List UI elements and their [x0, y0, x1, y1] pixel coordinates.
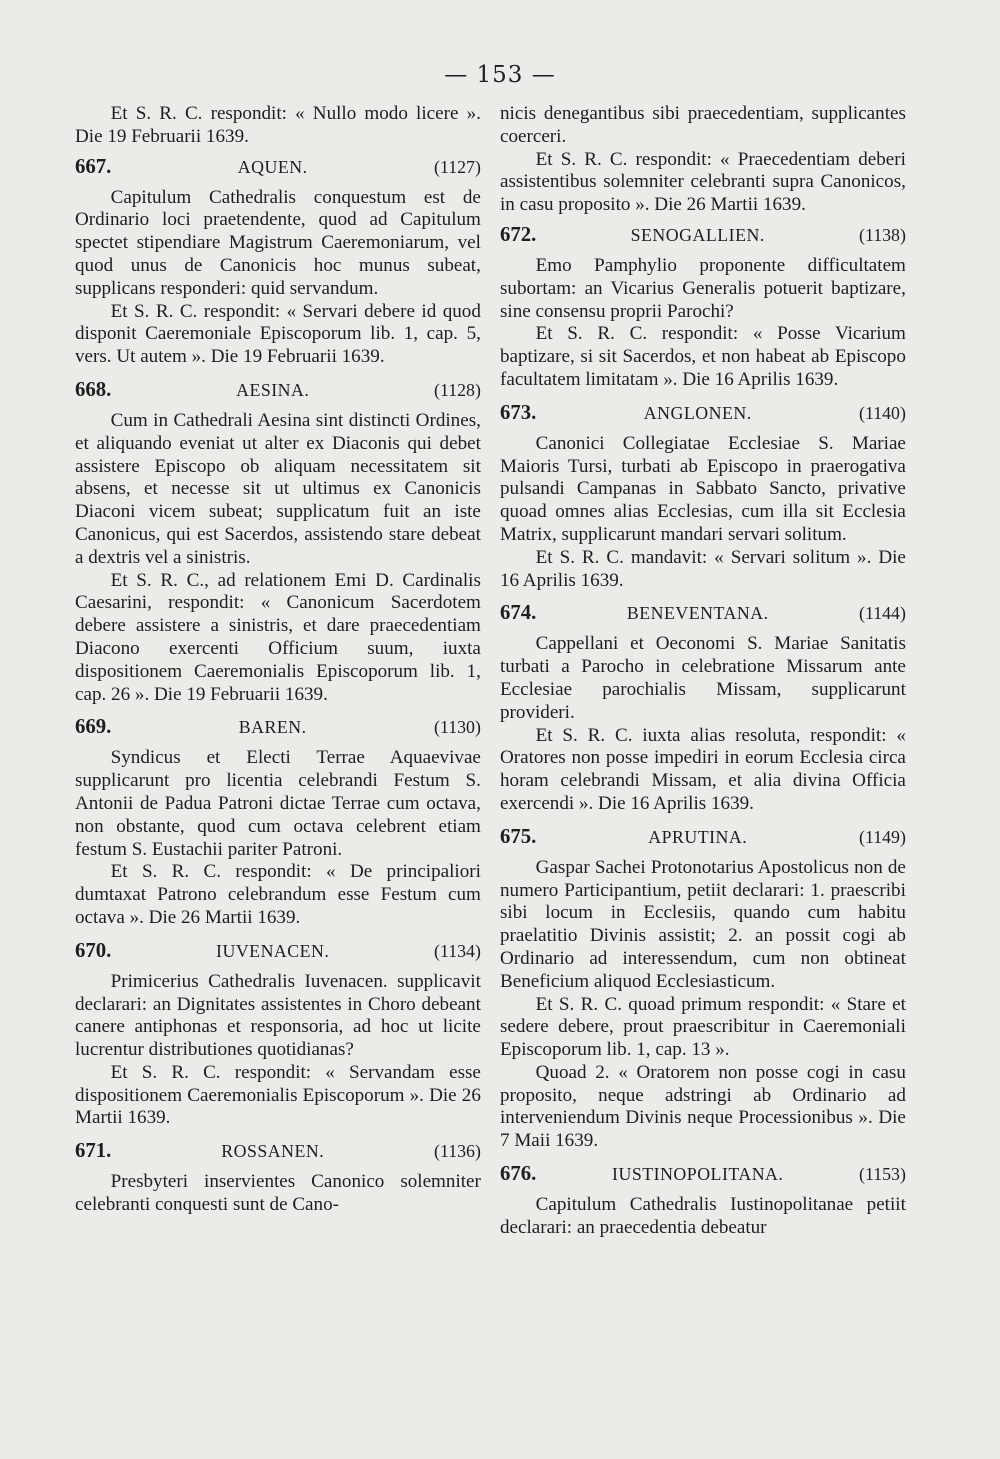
- entry-header: [500, 601, 906, 627]
- entry-place: AESINA.: [236, 379, 310, 400]
- entry-673: [500, 401, 906, 593]
- entry-ref: (1153): [859, 1164, 906, 1185]
- paragraph: Et S. R. C. quoad primum respondit: « Stare et sedere debere, prout praescribitur in Caeremoniali Episcoporum lib. 1, cap. 13 ».: [500, 993, 906, 1061]
- entry-ref: (1134): [434, 940, 481, 961]
- entry-number: 673.: [500, 399, 537, 424]
- entry-number: 674.: [500, 600, 537, 625]
- entry-ref: (1149): [859, 826, 906, 847]
- entry-number: 675.: [500, 823, 537, 848]
- entry-header: [500, 401, 906, 427]
- entry-number: 667.: [75, 153, 112, 178]
- paragraph: Gaspar Sachei Protonotarius Apostolicus non de numero Participantium, petiit declarari: 1. praescribi sibi locum in Ecclesiis, quando cum habitu praelatitio Divinis assistit; 2. an possit cogi ab Ordinario ad interessendum, cum non obtineat Beneficium aliquod Ecclesiasticum.: [500, 856, 906, 992]
- paragraph: Capitulum Cathedralis conquestum est de Ordinario loci praetendente, quod ad Capitulum spectet stipendiare Magistrum Caeremoniarum, vel quod unus de Canonicis hoc munus subeat, supplicans responderi: quid servandum.: [75, 186, 481, 299]
- entry-place: APRUTINA.: [648, 826, 748, 847]
- entry-671: [75, 1139, 481, 1217]
- continuation-text: nicis denegantibus sibi praecedentiam, supplicantes coerceri.: [500, 103, 906, 147]
- entry-676: [500, 1162, 906, 1240]
- paragraph: Cum in Cathedrali Aesina sint distincti Ordines, et aliquando eveniat ut alter ex Diaconis qui debet assistere Episcopo ob aliquam necessitatem sit absens, et necesse sit ut ultimus ex Canonicis Diaconi vicem subeat; supplicatum fuit an iste Canonicus, qui est Sacerdos, assistendo stare debeat a dextris vel a sinistris.: [75, 409, 481, 568]
- entry-670: [75, 939, 481, 1131]
- entry-header: [75, 155, 481, 181]
- entry-header: [500, 223, 906, 249]
- paragraph: Quoad 2. « Oratorem non posse cogi in casu proposito, neque adstringi ab Ordinario ad interveniendum Divinis neque Processionibus ». Die 7 Maii 1639.: [500, 1061, 906, 1152]
- entry-place: SENOGALLIEN.: [630, 224, 765, 245]
- right-column: [500, 103, 906, 1249]
- paragraph: Emo Pamphylio proponente difficultatem subortam: an Vicarius Generalis potuerit baptizare, sine consensu proprii Parochi?: [500, 254, 906, 322]
- paragraph: Et S. R. C. iuxta alias resoluta, respondit: « Oratores non posse impediri in eorum Ecclesia circa horam celebrandi Missam, et alia divina Officia exercendi ». Die 16 Aprilis 1639.: [500, 724, 906, 814]
- entry-ref: (1138): [859, 224, 906, 245]
- entry-header: [500, 825, 906, 851]
- entry-header: [75, 1139, 481, 1165]
- paragraph: Et S. R. C. respondit: « Servandam esse dispositionem Caeremonialis Episcoporum ». Die 26 Martii 1639.: [75, 1061, 481, 1129]
- entry-place: ANGLONEN.: [643, 402, 752, 423]
- entry-674: [500, 601, 906, 815]
- continuation-text: Et S. R. C. respondit: « Nullo modo licere ». Die 19 Februarii 1639.: [75, 103, 481, 147]
- paragraph: Et S. R. C. respondit: « De principaliori dumtaxat Patrono celebrandum esse Festum cum octava ». Die 26 Martii 1639.: [75, 861, 481, 928]
- entry-header: [75, 715, 481, 741]
- entry-ref: (1127): [434, 156, 481, 177]
- entry-place: IUSTINOPOLITANA.: [612, 1164, 784, 1185]
- paragraph: Syndicus et Electi Terrae Aquaevivae supplicarunt pro licentia celebrandi Festum S. Antonii de Padua Patroni dictae Terrae cum octava, non obstante, quod cum octava celebrent etiam festum S. Eustachii pariter Patroni.: [75, 747, 481, 860]
- entry-ref: (1144): [859, 603, 906, 624]
- paragraph: Cappellani et Oeconomi S. Mariae Sanitatis turbati a Parocho in celebratione Missarum ante Ecclesiae parochialis Missam, supplicarunt provideri.: [500, 633, 906, 723]
- paragraph: Presbyteri inservientes Canonico solemniter celebranti conquesti sunt de Cano-: [75, 1171, 481, 1216]
- entry-668: [75, 378, 481, 706]
- entry-number: 670.: [75, 937, 112, 962]
- paragraph: Et S. R. C. respondit: « Servari debere id quod disponit Caeremoniale Episcoporum lib. 1, cap. 5, vers. Ut autem ». Die 19 Februarii 1639.: [75, 300, 481, 368]
- paragraph: Et S. R. C. mandavit: « Servari solitum ». Die 16 Aprilis 1639.: [500, 546, 906, 591]
- entry-672: [500, 223, 906, 392]
- entry-place: ROSSANEN.: [221, 1141, 325, 1162]
- page-number: — 153 —: [444, 62, 556, 88]
- entry-ref: (1136): [434, 1141, 481, 1162]
- entry-place: AQUEN.: [237, 156, 308, 177]
- entry-number: 672.: [500, 221, 537, 246]
- paragraph: Et S. R. C. respondit: « Posse Vicarium baptizare, si sit Sacerdos, et non habeat ab Episcopo facultatem limitatam ». Die 16 Aprilis 1639.: [500, 323, 906, 390]
- entry-number: 676.: [500, 1161, 537, 1186]
- entry-number: 668.: [75, 376, 112, 401]
- paragraph: Primicerius Cathedralis Iuvenacen. supplicavit declarari: an Dignitates assistentes in Choro debeant canere antiphonas et responsoria, ad hoc ut licite lucrentur distributiones quotidianas?: [75, 970, 481, 1061]
- entry-667: [75, 155, 481, 369]
- entry-ref: (1130): [434, 717, 481, 738]
- paragraph: Capitulum Cathedralis Iustinopolitanae petiit declarari: an praecedentia debeatur: [500, 1194, 906, 1238]
- paragraph: Et S. R. C. respondit: « Praecedentiam deberi assistentibus solemniter celebranti supra Canonicos, in casu proposito ». Die 26 Martii 1639.: [500, 148, 906, 216]
- left-column: [75, 103, 481, 1226]
- entry-ref: (1140): [859, 402, 906, 423]
- entry-ref: (1128): [434, 379, 481, 400]
- entry-669: [75, 715, 481, 929]
- entry-place: IUVENACEN.: [216, 940, 330, 961]
- entry-place: BAREN.: [238, 717, 307, 738]
- paragraph: Et S. R. C., ad relationem Emi D. Cardinalis Caesarini, respondit: « Canonicum Sacerdotem debere assistere a sinistris, et dare praecedentiam Diacono exercenti Officium suum, iuxta dispositionem Caeremonialis Episcoporum lib. 1, cap. 26 ». Die 19 Februarii 1639.: [75, 569, 481, 705]
- entry-number: 671.: [75, 1138, 112, 1163]
- entry-number: 669.: [75, 714, 112, 739]
- entry-675: [500, 825, 906, 1153]
- entry-place: BENEVENTANA.: [626, 603, 769, 624]
- entry-header: [500, 1162, 906, 1188]
- entry-header: [75, 939, 481, 965]
- entry-header: [75, 378, 481, 404]
- paragraph: Canonici Collegiatae Ecclesiae S. Mariae Maioris Tursi, turbati ab Episcopo in praerogativa pulsandi Campanas in Sabbato Sancto, privative quoad omnes alias Ecclesias, cum illa sit Ecclesia Matrix, supplicarunt mandari servari solitum.: [500, 432, 906, 545]
